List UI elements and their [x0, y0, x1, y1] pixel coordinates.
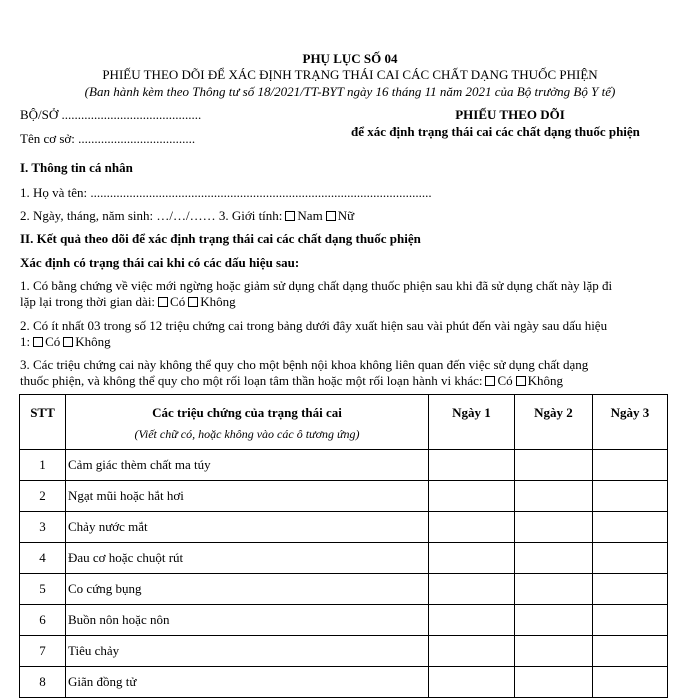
label-c2-no: Không [75, 334, 111, 349]
label-c1-no: Không [200, 294, 236, 309]
row-stt: 5 [20, 574, 66, 605]
row-stt: 4 [20, 543, 66, 574]
right-title: PHIẾU THEO DÕI [455, 107, 565, 122]
checkbox-c1-yes[interactable] [158, 297, 168, 307]
checkbox-c3-yes[interactable] [485, 376, 495, 386]
issued-by-note: (Ban hành kèm theo Thông tư số 18/2021/TT-BYT ngày 16 tháng 11 năm 2021 của Bộ trưởng Bộ Y tế) [84, 84, 616, 99]
day2-cell[interactable] [515, 574, 593, 605]
col-header-symptoms [66, 395, 429, 450]
col-header-day3: Ngày 3 [593, 395, 668, 450]
day1-cell[interactable] [429, 481, 515, 512]
day3-cell[interactable] [593, 605, 668, 636]
table-row [20, 667, 668, 698]
day1-cell[interactable] [429, 636, 515, 667]
section2-title: II. Kết quả theo dõi để xác định trạng thái cai các chất dạng thuốc phiện [20, 231, 421, 246]
right-subtitle: để xác định trạng thái cai các chất dạng thuốc phiện [351, 124, 640, 139]
day3-cell[interactable] [593, 481, 668, 512]
col-header-symptoms-note: (Viết chữ có, hoặc không vào các ô tương ứng) [134, 427, 360, 441]
criterion1-line1: 1. Có bằng chứng về việc mới ngừng hoặc giảm sử dụng chất dạng thuốc phiện sau khi đã sử dụng chất này lặp đi [20, 278, 613, 293]
row-symptom: Tiêu chảy [66, 636, 429, 667]
checkbox-c3-no[interactable] [516, 376, 526, 386]
row-symptom: Co cứng bụng [66, 574, 429, 605]
section2-subtitle: Xác định có trạng thái cai khi có các dấu hiệu sau: [20, 255, 300, 270]
day3-cell[interactable] [593, 574, 668, 605]
label-c3-no: Không [527, 373, 564, 388]
day1-cell[interactable] [429, 512, 515, 543]
day2-cell[interactable] [515, 667, 593, 698]
row-stt: 6 [20, 605, 66, 636]
checkbox-female[interactable] [326, 211, 336, 221]
day2-cell[interactable] [515, 512, 593, 543]
label-c1-yes: Có [170, 294, 186, 309]
day1-cell[interactable] [429, 667, 515, 698]
col-header-stt: STT [20, 395, 66, 450]
criterion2-line2 [20, 334, 111, 350]
symptom-table [19, 394, 668, 698]
full-name-field: 1. Họ và tên: ......................................................................................................... [20, 185, 432, 200]
day1-cell[interactable] [429, 605, 515, 636]
row-symptom: Chảy nước mắt [66, 512, 429, 543]
facility-field: Tên cơ sở: .................................... [20, 131, 196, 146]
col-header-day1: Ngày 1 [429, 395, 515, 450]
criterion2-text: 1: [20, 334, 31, 349]
criterion2-line1: 2. Có ít nhất 03 trong số 12 triệu chứng cai trong bảng dưới đây xuất hiện sau vài phút đến vài ngày sau dấu hiệu [20, 318, 608, 333]
table-row [20, 450, 668, 481]
day1-cell[interactable] [429, 543, 515, 574]
day2-cell[interactable] [515, 543, 593, 574]
day3-cell[interactable] [593, 667, 668, 698]
table-header-row [20, 395, 668, 450]
checkbox-c2-no[interactable] [63, 337, 73, 347]
day3-cell[interactable] [593, 636, 668, 667]
row-stt: 8 [20, 667, 66, 698]
row-symptom: Cảm giác thèm chất ma túy [66, 450, 429, 481]
table-row [20, 636, 668, 667]
table-row [20, 574, 668, 605]
col-header-symptoms-label: Các triệu chứng của trạng thái cai [152, 405, 342, 420]
row-stt: 7 [20, 636, 66, 667]
criterion3-line2 [20, 373, 563, 389]
table-row [20, 512, 668, 543]
row-symptom: Ngạt mũi hoặc hắt hơi [66, 481, 429, 512]
form-title: PHIẾU THEO DÕI ĐỂ XÁC ĐỊNH TRẠNG THÁI CAI CÁC CHẤT DẠNG THUỐC PHIỆN [102, 67, 598, 82]
row-stt: 1 [20, 450, 66, 481]
dob-field: 2. Ngày, tháng, năm sinh: …/…/…… 3. Giới tính: [20, 208, 283, 223]
criterion1-text: lặp lại trong thời gian dài: [20, 294, 156, 309]
day2-cell[interactable] [515, 481, 593, 512]
section1-title: I. Thông tin cá nhân [20, 160, 133, 175]
checkbox-male[interactable] [285, 211, 295, 221]
ministry-field: BỘ/SỞ ........................................... [20, 107, 202, 122]
day2-cell[interactable] [515, 636, 593, 667]
row-stt: 2 [20, 481, 66, 512]
table-row [20, 543, 668, 574]
dob-gender-line [20, 208, 354, 224]
appendix-title: PHỤ LỤC SỐ 04 [302, 51, 398, 66]
col-header-day2: Ngày 2 [515, 395, 593, 450]
checkbox-c2-yes[interactable] [33, 337, 43, 347]
day3-cell[interactable] [593, 450, 668, 481]
day1-cell[interactable] [429, 574, 515, 605]
label-c3-yes: Có [497, 373, 513, 388]
table-row [20, 481, 668, 512]
checkbox-c1-no[interactable] [188, 297, 198, 307]
day2-cell[interactable] [515, 450, 593, 481]
criterion3-text: thuốc phiện, và không thể quy cho một rối loạn tâm thần hoặc một rối loạn hành vi khác: [20, 373, 483, 388]
label-female: Nữ [337, 208, 355, 223]
criterion1-line2 [20, 294, 236, 310]
label-male: Nam [297, 208, 323, 223]
criterion3-line1: 3. Các triệu chứng cai này không thể quy cho một bệnh nội khoa không liên quan đến việc sử dụng chất dạng [20, 357, 589, 372]
day3-cell[interactable] [593, 543, 668, 574]
row-stt: 3 [20, 512, 66, 543]
day2-cell[interactable] [515, 605, 593, 636]
row-symptom: Buồn nôn hoặc nôn [66, 605, 429, 636]
day3-cell[interactable] [593, 512, 668, 543]
row-symptom: Giãn đồng tử [66, 667, 429, 698]
table-row [20, 605, 668, 636]
row-symptom: Đau cơ hoặc chuột rút [66, 543, 429, 574]
label-c2-yes: Có [45, 334, 61, 349]
day1-cell[interactable] [429, 450, 515, 481]
